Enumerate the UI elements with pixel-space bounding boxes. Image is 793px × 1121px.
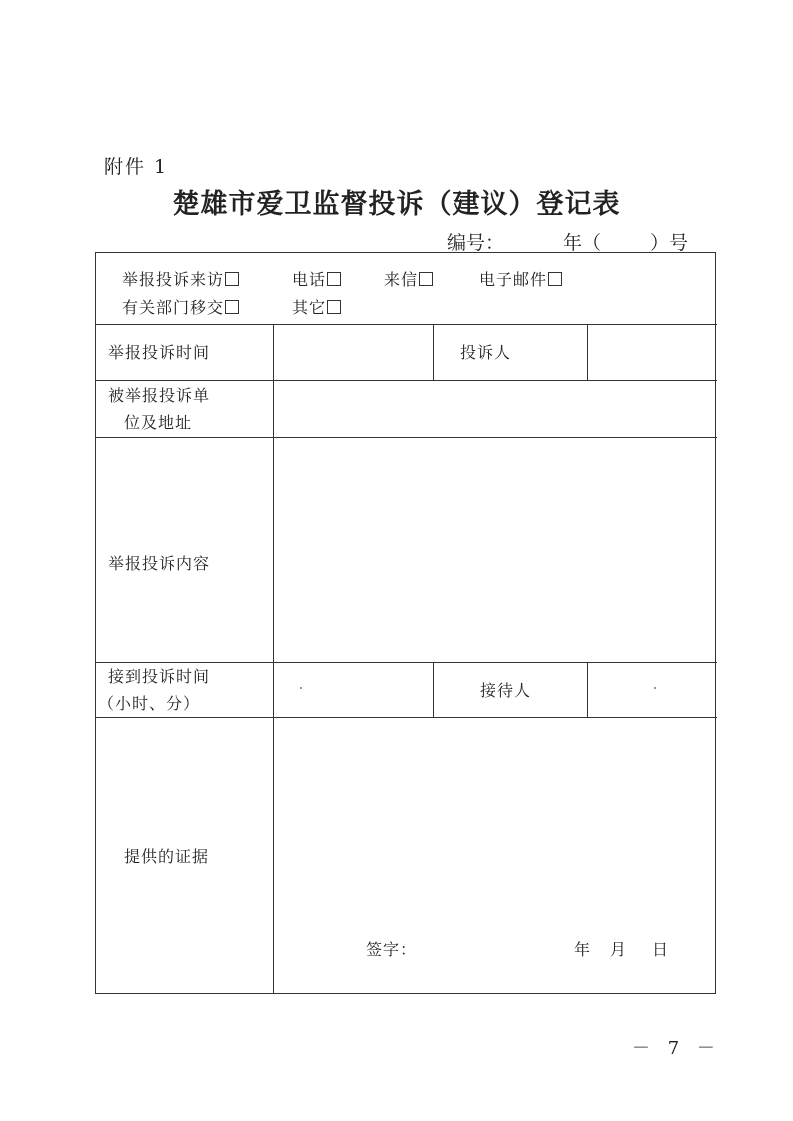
scan-speck — [300, 687, 302, 689]
signature-day: 日 — [652, 940, 670, 959]
signature-label: 签字： — [366, 940, 418, 959]
signature-month: 月 — [610, 940, 628, 959]
received-time-unit-label: （小时、分） — [98, 694, 201, 713]
source-other-checkbox[interactable] — [292, 295, 341, 318]
reported-address-label: 位及地址 — [124, 413, 193, 432]
checkbox-icon[interactable] — [327, 272, 341, 286]
reported-unit-label: 被举报投诉单 — [108, 386, 211, 405]
source-email-checkbox[interactable] — [479, 267, 562, 290]
checkbox-icon[interactable] — [419, 272, 433, 286]
checkbox-icon[interactable] — [225, 272, 239, 286]
signature-year: 年 — [574, 940, 592, 959]
source-label: 有关部门移交 — [122, 298, 225, 317]
scan-speck — [654, 687, 656, 689]
column-divider — [587, 324, 588, 380]
checkbox-icon[interactable] — [327, 300, 341, 314]
evidence-label: 提供的证据 — [124, 847, 210, 866]
page-number: － 7 － — [632, 1038, 721, 1059]
column-divider — [587, 662, 588, 717]
column-divider — [273, 324, 274, 994]
source-transfer-checkbox[interactable] — [122, 295, 239, 318]
complaint-time-label: 举报投诉时间 — [108, 343, 211, 362]
row-divider — [96, 437, 717, 438]
row-divider — [96, 380, 717, 381]
source-visit-checkbox[interactable] — [122, 267, 239, 290]
serial-number: ）号 — [650, 232, 689, 254]
checkbox-icon[interactable] — [548, 272, 562, 286]
registration-form — [95, 252, 716, 994]
column-divider — [433, 324, 434, 380]
source-label: 来信 — [384, 270, 419, 289]
attachment-label: 附件 1 — [104, 156, 169, 178]
source-phone-checkbox[interactable] — [292, 267, 341, 290]
complainant-label: 投诉人 — [460, 343, 512, 362]
row-divider — [96, 324, 717, 325]
receiver-label: 接待人 — [480, 681, 532, 700]
received-time-label: 接到投诉时间 — [108, 667, 211, 686]
column-divider — [433, 662, 434, 717]
source-label: 电话 — [292, 270, 327, 289]
form-title: 楚雄市爱卫监督投诉（建议）登记表 — [172, 189, 621, 220]
source-letter-checkbox[interactable] — [384, 267, 433, 290]
serial-label: 编号： — [447, 232, 505, 254]
source-label: 举报投诉来访 — [122, 270, 225, 289]
checkbox-icon[interactable] — [225, 300, 239, 314]
complaint-content-label: 举报投诉内容 — [108, 554, 211, 573]
source-label: 电子邮件 — [479, 270, 548, 289]
serial-year: 年（ — [563, 232, 602, 254]
source-label: 其它 — [292, 298, 327, 317]
